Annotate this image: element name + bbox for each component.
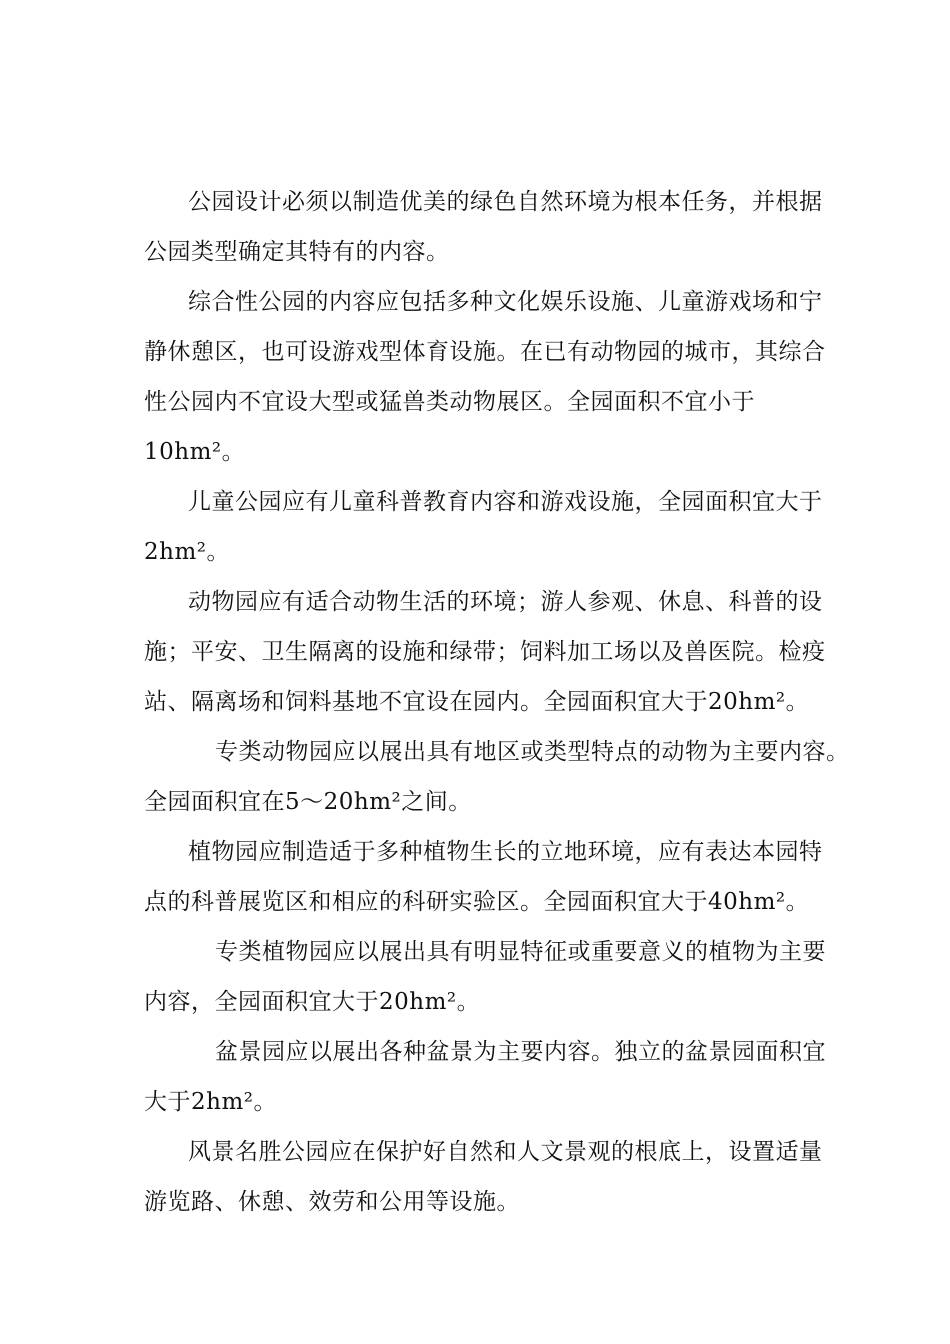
text-line: 施；平安、卫生隔离的设施和绿带；饲料加工场以及兽医院。检疫	[144, 639, 826, 665]
text-line: 公园设计必须以制造优美的绿色自然环境为根本任务，并根据	[188, 189, 823, 215]
text-line: 站、隔离场和饲料基地不宜设在园内。全园面积宜大于20hm²。	[144, 689, 810, 715]
text-line: 内容，全园面积宜大于20hm²。	[144, 989, 481, 1015]
text-line: 动物园应有适合动物生活的环境；游人参观、休息、科普的设	[188, 589, 823, 615]
text-line: 儿童公园应有儿童科普教育内容和游戏设施，全园面积宜大于	[188, 489, 823, 515]
text-line: 点的科普展览区和相应的科研实验区。全园面积宜大于40hm²。	[144, 889, 810, 915]
text-line: 静休憩区，也可设游戏型体育设施。在已有动物园的城市，其综合	[144, 339, 826, 365]
text-line: 专类植物园应以展出具有明显特征或重要意义的植物为主要	[215, 939, 826, 965]
text-line: 全园面积宜在5～20hm²之间。	[144, 789, 472, 815]
text-line: 大于2hm²。	[144, 1089, 277, 1115]
text-line: 10hm²。	[144, 439, 246, 465]
text-line: 盆景园应以展出各种盆景为主要内容。独立的盆景园面积宜	[215, 1039, 826, 1065]
text-line: 性公园内不宜设大型或猛兽类动物展区。全园面积不宜小于	[144, 389, 755, 415]
text-line: 游览路、休憩、效劳和公用等设施。	[144, 1189, 520, 1215]
text-line: 专类动物园应以展出具有地区或类型特点的动物为主要内容。	[215, 739, 850, 765]
text-line: 风景名胜公园应在保护好自然和人文景观的根底上，设置适量	[188, 1139, 823, 1165]
text-line: 公园类型确定其特有的内容。	[144, 239, 450, 265]
text-line: 2hm²。	[144, 539, 230, 565]
text-line: 植物园应制造适于多种植物生长的立地环境，应有表达本园特	[188, 839, 823, 865]
text-line: 综合性公园的内容应包括多种文化娱乐设施、儿童游戏场和宁	[188, 289, 823, 315]
